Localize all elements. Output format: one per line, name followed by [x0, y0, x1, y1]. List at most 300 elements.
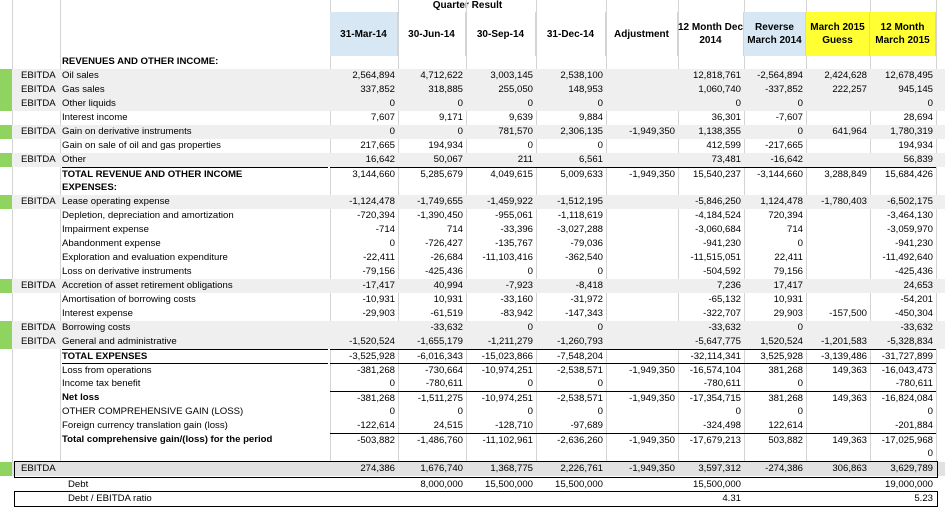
- cell-m15[interactable]: 24,653: [903, 280, 933, 291]
- cell-q3[interactable]: 15,500,000: [484, 479, 533, 490]
- cell-m12[interactable]: -504,592: [703, 266, 741, 277]
- cell-q3[interactable]: 0: [527, 406, 533, 417]
- cell-q4[interactable]: 0: [597, 140, 603, 151]
- cell-guess[interactable]: [806, 251, 870, 265]
- cell-rev[interactable]: 1,124,478: [760, 196, 803, 207]
- cell-q2[interactable]: -1,390,450: [417, 210, 463, 221]
- cell-q1[interactable]: -720,394: [357, 210, 395, 221]
- cell-q2[interactable]: 24,515: [433, 420, 463, 431]
- cell-m12[interactable]: -780,611: [703, 378, 741, 389]
- cell-guess[interactable]: 149,363: [806, 363, 870, 377]
- cell-rev[interactable]: -3,144,660: [744, 167, 806, 181]
- cell-q1[interactable]: 3,144,660: [330, 167, 398, 181]
- cell-q2[interactable]: 40,994: [433, 280, 463, 291]
- cell-guess[interactable]: 149,363: [806, 391, 870, 405]
- cell-q3[interactable]: 255,050: [498, 84, 533, 95]
- cell-m12[interactable]: [678, 447, 744, 461]
- cell-m15[interactable]: -450,304: [895, 308, 933, 319]
- cell-q2[interactable]: 0: [457, 406, 463, 417]
- cell-guess[interactable]: [806, 405, 870, 419]
- cell-m12[interactable]: 1,060,740: [698, 84, 741, 95]
- cell-q4[interactable]: [536, 181, 606, 195]
- cell-m12[interactable]: -17,354,715: [678, 391, 744, 405]
- cell-q2[interactable]: -61,519: [430, 308, 463, 319]
- cell-guess[interactable]: 3,288,849: [806, 167, 870, 181]
- cell-rev[interactable]: 0: [797, 98, 803, 109]
- cell-q1[interactable]: [330, 447, 398, 461]
- cell-q2[interactable]: 5,285,679: [398, 167, 466, 181]
- cell-q3[interactable]: -7,923: [505, 280, 533, 291]
- cell-q3[interactable]: -15,023,866: [466, 349, 536, 363]
- column-header-m15[interactable]: 12 Month March 2015: [870, 12, 936, 56]
- cell-guess[interactable]: -1,201,583: [821, 336, 867, 347]
- cell-adj[interactable]: [606, 335, 678, 349]
- cell-adj[interactable]: [606, 405, 678, 419]
- cell-q4[interactable]: -2,538,571: [536, 391, 606, 405]
- ebitda-marker: [0, 69, 12, 83]
- cell-q1[interactable]: -29,903: [362, 308, 395, 319]
- cell-m15[interactable]: -3,059,970: [887, 224, 933, 235]
- cell-m12[interactable]: 0: [735, 406, 741, 417]
- cell-m15[interactable]: -5,328,834: [887, 336, 933, 347]
- cell-q4[interactable]: -8,418: [575, 280, 603, 291]
- row-label: Depletion, depreciation and amortization: [62, 210, 234, 221]
- cell-q4[interactable]: -1,260,793: [557, 336, 603, 347]
- cell-q1[interactable]: [330, 55, 398, 69]
- cell-q1[interactable]: -381,268: [330, 363, 398, 377]
- cell-q1[interactable]: 217,665: [360, 140, 395, 151]
- cell-adj[interactable]: [606, 97, 678, 111]
- cell-q2[interactable]: 0: [457, 126, 463, 137]
- cell-q2[interactable]: [398, 447, 466, 461]
- cell-m15[interactable]: 0: [927, 406, 933, 417]
- cell-q2[interactable]: -425,436: [425, 266, 463, 277]
- cell-q3[interactable]: 3,003,145: [490, 70, 533, 81]
- cell-rev[interactable]: [744, 447, 806, 461]
- cell-adj[interactable]: [606, 293, 678, 307]
- row-label: Interest expense: [62, 308, 133, 319]
- cell-rev[interactable]: 381,268: [744, 391, 806, 405]
- cell-m12[interactable]: -33,632: [708, 322, 741, 333]
- cell-rev[interactable]: 22,411: [774, 252, 803, 263]
- cell-q1[interactable]: -17,417: [362, 280, 395, 291]
- cell-rev[interactable]: [744, 478, 806, 492]
- cell-m15[interactable]: [870, 181, 936, 195]
- cell-q2[interactable]: 10,931: [433, 294, 463, 305]
- cell-q4[interactable]: 0: [597, 98, 603, 109]
- cell-m12[interactable]: -5,846,250: [695, 196, 741, 207]
- cell-guess[interactable]: 222,257: [832, 84, 867, 95]
- cell-guess[interactable]: [806, 293, 870, 307]
- cell-guess[interactable]: [806, 447, 870, 461]
- cell-m15[interactable]: [870, 55, 936, 69]
- cell-m12[interactable]: -11,515,051: [690, 252, 741, 263]
- row-label: [62, 447, 328, 461]
- cell-rev[interactable]: 0: [797, 126, 803, 137]
- cell-q4[interactable]: -97,689: [570, 420, 603, 431]
- cell-rev[interactable]: 381,268: [744, 363, 806, 377]
- cell-m15[interactable]: 28,694: [903, 112, 933, 123]
- cell-q3[interactable]: -33,396: [500, 224, 533, 235]
- cell-adj[interactable]: [606, 349, 678, 363]
- cell-q4[interactable]: -1,118,619: [557, 210, 603, 221]
- cell-q3[interactable]: -83,942: [500, 308, 533, 319]
- cell-m15[interactable]: -16,824,084: [870, 391, 936, 405]
- cell-q4[interactable]: 5,009,633: [536, 167, 606, 181]
- cell-guess[interactable]: 149,363: [806, 433, 870, 447]
- cell-m15[interactable]: -425,436: [895, 266, 933, 277]
- cell-rev[interactable]: 0: [797, 238, 803, 249]
- cell-q3[interactable]: [466, 447, 536, 461]
- cell-m15[interactable]: 12,678,495: [884, 70, 933, 81]
- cell-q3[interactable]: -135,767: [495, 238, 533, 249]
- cell-rev[interactable]: -16,642: [770, 154, 803, 165]
- cell-q1[interactable]: -3,525,928: [330, 349, 398, 363]
- cell-adj[interactable]: [606, 83, 678, 97]
- cell-q4[interactable]: -31,972: [570, 294, 603, 305]
- cell-q4[interactable]: 15,500,000: [554, 479, 603, 490]
- cell-q4[interactable]: -2,538,571: [536, 363, 606, 377]
- cell-guess[interactable]: [806, 419, 870, 433]
- cell-q4[interactable]: 6,561: [578, 154, 603, 165]
- cell-q4[interactable]: 2,226,761: [560, 463, 603, 474]
- cell-rev[interactable]: 29,903: [773, 308, 803, 319]
- cell-q3[interactable]: 0: [527, 98, 533, 109]
- cell-adj[interactable]: [606, 195, 678, 209]
- cell-rev[interactable]: 0: [797, 406, 803, 417]
- cell-m12[interactable]: 12,818,761: [692, 70, 741, 81]
- cell-q1[interactable]: [330, 321, 398, 335]
- cell-adj[interactable]: [606, 223, 678, 237]
- cell-adj[interactable]: [606, 279, 678, 293]
- cell-q2[interactable]: -33,632: [430, 322, 463, 333]
- cell-guess[interactable]: 2,424,628: [824, 70, 867, 81]
- cell-rev[interactable]: 0: [797, 378, 803, 389]
- cell-guess[interactable]: [806, 97, 870, 111]
- cell-q3[interactable]: -33,160: [500, 294, 533, 305]
- cell-q4[interactable]: [536, 447, 606, 461]
- cell-guess[interactable]: [806, 478, 870, 492]
- cell-rev[interactable]: -2,564,894: [757, 70, 803, 81]
- cell-m12[interactable]: 36,301: [711, 112, 741, 123]
- cell-adj[interactable]: [606, 237, 678, 251]
- cell-rev[interactable]: 720,394: [768, 210, 803, 221]
- cell-m15[interactable]: 5.23: [914, 493, 933, 504]
- cell-q1[interactable]: -503,882: [330, 433, 398, 447]
- cell-q4[interactable]: -79,036: [570, 238, 603, 249]
- table-row: [0, 307, 945, 321]
- column-header-q3[interactable]: 30-Sep-14: [466, 12, 536, 56]
- cell-rev[interactable]: -274,386: [765, 463, 803, 474]
- cell-m15[interactable]: -17,025,968: [870, 433, 936, 447]
- cell-q1[interactable]: 0: [389, 378, 395, 389]
- cell-q4[interactable]: -2,636,260: [536, 433, 606, 447]
- cell-m15[interactable]: -941,230: [895, 238, 933, 249]
- cell-q4[interactable]: -362,540: [565, 252, 603, 263]
- cell-m12[interactable]: 1,138,355: [698, 126, 741, 137]
- cell-m15[interactable]: 15,684,426: [870, 167, 936, 181]
- cell-rev[interactable]: 0: [797, 322, 803, 333]
- cell-adj[interactable]: [606, 321, 678, 335]
- cell-q1[interactable]: -1,124,478: [349, 196, 395, 207]
- row-label: Debt / EBITDA ratio: [68, 493, 152, 504]
- cell-q2[interactable]: [398, 181, 466, 195]
- cell-q1[interactable]: -22,411: [363, 252, 395, 263]
- cell-q4[interactable]: [536, 55, 606, 69]
- cell-m12[interactable]: -5,647,775: [695, 336, 741, 347]
- cell-rev[interactable]: [744, 55, 806, 69]
- cell-m15[interactable]: -780,611: [895, 378, 933, 389]
- cell-m12[interactable]: -324,498: [703, 420, 741, 431]
- cell-guess[interactable]: [806, 265, 870, 279]
- cell-q3[interactable]: -11,103,416: [482, 252, 533, 263]
- cell-q1[interactable]: 0: [389, 126, 395, 137]
- cell-q1[interactable]: 16,642: [365, 154, 395, 165]
- row-tag: [21, 405, 59, 419]
- cell-guess[interactable]: [806, 223, 870, 237]
- cell-m15[interactable]: -11,492,640: [882, 252, 933, 263]
- cell-q1[interactable]: 0: [389, 98, 395, 109]
- cell-m12[interactable]: -322,707: [703, 308, 741, 319]
- cell-adj[interactable]: -1,949,350: [606, 363, 678, 377]
- cell-q2[interactable]: -1,486,760: [398, 433, 466, 447]
- cell-adj[interactable]: [606, 153, 678, 167]
- cell-m15[interactable]: 3,629,789: [890, 463, 933, 474]
- cell-m12[interactable]: -65,132: [708, 294, 741, 305]
- cell-m15[interactable]: 194,934: [898, 140, 933, 151]
- cell-m12[interactable]: -16,574,104: [678, 363, 744, 377]
- cell-q4[interactable]: -1,512,195: [557, 196, 603, 207]
- cell-guess[interactable]: [806, 237, 870, 251]
- column-header-m12[interactable]: 12 Month Dec 2014: [678, 12, 744, 56]
- cell-m15[interactable]: -16,043,473: [870, 363, 936, 377]
- cell-q1[interactable]: 0: [389, 238, 395, 249]
- cell-q2[interactable]: -1,655,179: [417, 336, 463, 347]
- cell-q2[interactable]: -26,684: [430, 252, 463, 263]
- cell-q2[interactable]: 9,171: [438, 112, 463, 123]
- cell-m12[interactable]: [678, 181, 744, 195]
- cell-m12[interactable]: 412,599: [706, 140, 741, 151]
- cell-m15[interactable]: 0: [927, 448, 933, 459]
- cell-guess[interactable]: [806, 111, 870, 125]
- cell-q3[interactable]: 781,570: [498, 126, 533, 137]
- cell-m12[interactable]: -3,060,684: [695, 224, 741, 235]
- cell-m15[interactable]: -6,502,175: [887, 196, 933, 207]
- cell-m15[interactable]: 945,145: [898, 84, 933, 95]
- cell-guess[interactable]: -157,500: [829, 308, 867, 319]
- cell-m15[interactable]: 0: [927, 98, 933, 109]
- cell-m12[interactable]: 73,481: [711, 154, 741, 165]
- cell-m12[interactable]: 3,597,312: [698, 463, 741, 474]
- cell-guess[interactable]: -1,780,403: [821, 196, 867, 207]
- cell-guess[interactable]: -3,139,486: [806, 349, 870, 363]
- cell-q1[interactable]: [330, 181, 398, 195]
- cell-guess[interactable]: [806, 139, 870, 153]
- cell-m12[interactable]: -4,184,524: [695, 210, 741, 221]
- cell-q2[interactable]: -730,664: [398, 363, 466, 377]
- cell-q2[interactable]: 8,000,000: [420, 479, 463, 490]
- cell-m12[interactable]: -17,679,213: [678, 433, 744, 447]
- cell-q4[interactable]: 2,306,135: [560, 126, 603, 137]
- cell-rev[interactable]: 503,882: [744, 433, 806, 447]
- cell-q2[interactable]: [398, 55, 466, 69]
- cell-m12[interactable]: 7,236: [716, 280, 741, 291]
- cell-guess[interactable]: [806, 321, 870, 335]
- cell-q2[interactable]: 50,067: [433, 154, 463, 165]
- cell-q3[interactable]: -955,061: [495, 210, 533, 221]
- cell-q2[interactable]: 0: [457, 98, 463, 109]
- cell-adj[interactable]: [606, 111, 678, 125]
- cell-q3[interactable]: 0: [527, 322, 533, 333]
- cell-guess[interactable]: [806, 55, 870, 69]
- cell-m15[interactable]: 1,780,319: [890, 126, 933, 137]
- column-header-guess[interactable]: March 2015 Guess: [806, 12, 870, 56]
- cell-q4[interactable]: -7,548,204: [536, 349, 606, 363]
- cell-q1[interactable]: -381,268: [330, 391, 398, 405]
- cell-adj[interactable]: [606, 265, 678, 279]
- cell-adj[interactable]: -1,949,350: [629, 126, 675, 137]
- cell-rev[interactable]: -217,665: [765, 140, 803, 151]
- cell-rev[interactable]: 714: [786, 224, 803, 235]
- cell-q1[interactable]: -10,931: [362, 294, 395, 305]
- cell-q3[interactable]: 211: [517, 154, 533, 165]
- cell-rev[interactable]: 122,614: [768, 420, 803, 431]
- ebitda-marker: [0, 153, 12, 167]
- cell-m12[interactable]: 0: [735, 98, 741, 109]
- cell-q1[interactable]: 274,386: [360, 463, 395, 474]
- cell-q4[interactable]: -147,343: [565, 308, 603, 319]
- cell-q2[interactable]: 318,885: [428, 84, 463, 95]
- cell-q3[interactable]: 0: [527, 140, 533, 151]
- cell-rev[interactable]: [744, 181, 806, 195]
- cell-q2[interactable]: -6,016,343: [398, 349, 466, 363]
- cell-m12[interactable]: 15,540,237: [678, 167, 744, 181]
- cell-q3[interactable]: -128,710: [495, 420, 533, 431]
- cell-q4[interactable]: 0: [597, 266, 603, 277]
- cell-q3[interactable]: -10,974,251: [466, 391, 536, 405]
- cell-m15[interactable]: 19,000,000: [884, 479, 933, 490]
- cell-q1[interactable]: 337,852: [360, 84, 395, 95]
- cell-q3[interactable]: 0: [527, 378, 533, 389]
- cell-m12[interactable]: [678, 55, 744, 69]
- cell-m15[interactable]: -54,201: [900, 294, 933, 305]
- cell-q1[interactable]: 0: [389, 406, 395, 417]
- cell-q3[interactable]: [466, 55, 536, 69]
- cell-q4[interactable]: 148,953: [568, 84, 603, 95]
- cell-q1[interactable]: 2,564,894: [352, 70, 395, 81]
- cell-guess[interactable]: [806, 181, 870, 195]
- cell-q3[interactable]: -1,459,922: [487, 196, 533, 207]
- cell-q3[interactable]: 4,049,615: [466, 167, 536, 181]
- cell-adj[interactable]: [606, 55, 678, 69]
- cell-guess[interactable]: [806, 209, 870, 223]
- cell-q4[interactable]: 0: [597, 322, 603, 333]
- cell-adj[interactable]: [606, 419, 678, 433]
- cell-q2[interactable]: 4,712,622: [420, 70, 463, 81]
- cell-q2[interactable]: -726,427: [425, 238, 463, 249]
- cell-m12[interactable]: 15,500,000: [692, 479, 741, 490]
- cell-q2[interactable]: 194,934: [428, 140, 463, 151]
- column-header-rev[interactable]: Reverse March 2014: [744, 12, 806, 56]
- cell-q4[interactable]: 0: [597, 406, 603, 417]
- column-header-q2[interactable]: 30-Jun-14: [398, 12, 466, 56]
- cell-m12[interactable]: -941,230: [703, 238, 741, 249]
- cell-q1[interactable]: -714: [375, 224, 395, 235]
- cell-guess[interactable]: [806, 153, 870, 167]
- cell-q4[interactable]: 0: [597, 378, 603, 389]
- cell-adj[interactable]: -1,949,350: [629, 463, 675, 474]
- cell-q1[interactable]: -122,614: [357, 420, 395, 431]
- cell-adj[interactable]: -1,949,350: [606, 167, 678, 181]
- cell-q1[interactable]: -79,156: [362, 266, 395, 277]
- cell-m15[interactable]: -3,464,130: [887, 210, 933, 221]
- cell-q3[interactable]: -10,974,251: [466, 363, 536, 377]
- cell-q3[interactable]: 1,368,775: [490, 463, 533, 474]
- cell-q4[interactable]: 2,538,100: [560, 70, 603, 81]
- cell-adj[interactable]: [606, 377, 678, 391]
- table-row: [0, 391, 945, 405]
- cell-rev[interactable]: 3,525,928: [744, 349, 806, 363]
- column-header-q4[interactable]: 31-Dec-14: [536, 12, 606, 56]
- cell-q2[interactable]: -1,749,655: [417, 196, 463, 207]
- cell-q3[interactable]: [466, 181, 536, 195]
- cell-adj[interactable]: -1,949,350: [606, 391, 678, 405]
- cell-guess[interactable]: [806, 279, 870, 293]
- cell-q4[interactable]: 9,884: [578, 112, 603, 123]
- cell-adj[interactable]: [606, 139, 678, 153]
- cell-adj[interactable]: [606, 69, 678, 83]
- cell-q1[interactable]: 7,607: [370, 112, 395, 123]
- cell-rev[interactable]: -337,852: [765, 84, 803, 95]
- cell-adj[interactable]: [606, 251, 678, 265]
- cell-q3[interactable]: 9,639: [508, 112, 533, 123]
- cell-rev[interactable]: -7,607: [775, 112, 803, 123]
- cell-q3[interactable]: -11,102,961: [466, 433, 536, 447]
- cell-m15[interactable]: 56,839: [903, 154, 933, 165]
- cell-guess[interactable]: 641,964: [832, 126, 867, 137]
- cell-rev[interactable]: 10,931: [773, 294, 803, 305]
- cell-m15[interactable]: -31,727,899: [870, 349, 936, 363]
- cell-q1[interactable]: -1,520,524: [349, 336, 395, 347]
- cell-q2[interactable]: -780,611: [425, 378, 463, 389]
- cell-m15[interactable]: -33,632: [900, 322, 933, 333]
- cell-adj[interactable]: [606, 181, 678, 195]
- cell-q3[interactable]: 0: [527, 266, 533, 277]
- cell-q2[interactable]: -1,511,275: [398, 391, 466, 405]
- column-header-q1[interactable]: 31-Mar-14: [330, 12, 398, 56]
- cell-guess[interactable]: 306,863: [832, 463, 867, 474]
- cell-q1[interactable]: [330, 478, 398, 492]
- cell-q2[interactable]: 714: [446, 224, 463, 235]
- cell-adj[interactable]: [606, 307, 678, 321]
- cell-m12[interactable]: 4.31: [722, 493, 741, 504]
- cell-adj[interactable]: [606, 478, 678, 492]
- column-header-adj[interactable]: Adjustment: [606, 12, 678, 56]
- cell-guess[interactable]: [806, 377, 870, 391]
- cell-rev[interactable]: 79,156: [773, 266, 803, 277]
- cell-m12[interactable]: -32,114,341: [678, 349, 744, 363]
- cell-q2[interactable]: 1,676,740: [420, 463, 463, 474]
- cell-rev[interactable]: 1,520,524: [760, 336, 803, 347]
- row-tag: [21, 181, 59, 195]
- cell-q3[interactable]: -1,211,279: [487, 336, 533, 347]
- cell-m15[interactable]: -201,884: [895, 420, 933, 431]
- cell-adj[interactable]: [606, 447, 678, 461]
- cell-adj[interactable]: -1,949,350: [606, 433, 678, 447]
- cell-rev[interactable]: 17,417: [773, 280, 803, 291]
- cell-q4[interactable]: -3,027,288: [557, 224, 603, 235]
- cell-adj[interactable]: [606, 209, 678, 223]
